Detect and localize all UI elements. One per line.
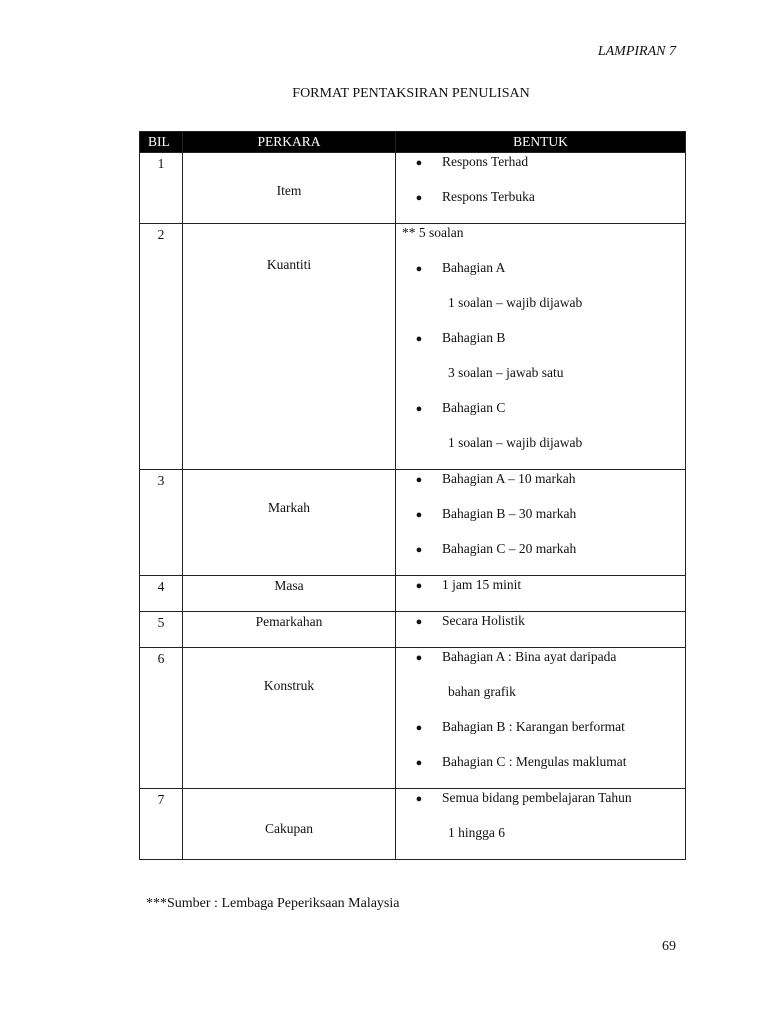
bullet-text: Bahagian A — [442, 260, 506, 275]
cell-bentuk — [396, 224, 686, 470]
quantity-note: ** 5 soalan — [402, 225, 464, 240]
bullet-item — [396, 576, 685, 611]
source-note: ***Sumber : Lembaga Peperiksaan Malaysia — [146, 896, 400, 911]
bullet-icon: ● — [415, 793, 423, 805]
perkara-label: Markah — [268, 500, 310, 515]
bullet-item — [396, 612, 685, 647]
item-detail: 1 hingga 6 — [448, 825, 505, 840]
cell-perkara — [183, 576, 396, 612]
bullet-icon: ● — [415, 616, 423, 628]
bullet-text: Bahagian B – 30 markah — [442, 506, 577, 521]
row-number: 1 — [157, 156, 165, 171]
bullet-text: Bahagian C – 20 markah — [442, 541, 577, 556]
cell-perkara — [183, 648, 396, 789]
perkara-label: Konstruk — [263, 678, 315, 693]
bullet-item — [396, 329, 685, 364]
bullet-icon: ● — [415, 192, 423, 204]
table-row — [140, 224, 686, 470]
bullet-item — [396, 399, 685, 434]
bullet-text: Secara Holistik — [442, 613, 525, 628]
bullet-icon: ● — [415, 333, 423, 345]
perkara-label: Kuantiti — [266, 257, 312, 272]
cell-bil — [140, 224, 183, 470]
item-detail: 1 soalan – wajib dijawab — [448, 295, 583, 310]
bullet-item — [396, 259, 685, 294]
bullet-text: Bahagian C : Mengulas maklumat — [442, 754, 627, 769]
bullet-item — [396, 718, 685, 753]
page-number: 69 — [662, 939, 676, 954]
row-number: 6 — [157, 651, 165, 666]
bullet-text: Bahagian B : Karangan berformat — [442, 719, 625, 734]
bullet-text: Bahagian B — [442, 330, 506, 345]
cell-bil — [140, 576, 183, 612]
table-row — [140, 789, 686, 860]
row-number: 3 — [157, 473, 165, 488]
bullet-item — [396, 505, 685, 540]
row-number: 7 — [157, 792, 165, 807]
table-row — [140, 470, 686, 576]
bullet-item — [396, 153, 685, 188]
bullet-icon: ● — [415, 474, 423, 486]
cell-perkara — [183, 153, 396, 224]
column-header-perkara: PERKARA — [183, 132, 396, 153]
perkara-label: Cakupan — [265, 821, 313, 836]
cell-bil — [140, 470, 183, 576]
bullet-icon: ● — [415, 263, 423, 275]
cell-bil — [140, 648, 183, 789]
bullet-text: Respons Terbuka — [442, 189, 535, 204]
table-body — [140, 153, 686, 860]
bullet-icon: ● — [415, 509, 423, 521]
bullet-text: Bahagian C — [442, 400, 506, 415]
bullet-text: Semua bidang pembelajaran Tahun — [442, 790, 632, 805]
page-title: FORMAT PENTAKSIRAN PENULISAN — [292, 86, 530, 101]
perkara-label: Item — [276, 183, 302, 198]
bullet-icon: ● — [415, 157, 423, 169]
cell-perkara — [183, 470, 396, 576]
cell-bentuk — [396, 789, 686, 860]
column-header-bentuk: BENTUK — [396, 132, 686, 153]
cell-perkara — [183, 789, 396, 860]
cell-bentuk — [396, 153, 686, 224]
bullet-item — [396, 753, 685, 788]
cell-bentuk — [396, 612, 686, 648]
table-row — [140, 576, 686, 612]
bullet-icon: ● — [415, 580, 423, 592]
bullet-item — [396, 540, 685, 575]
bullet-text: Bahagian A : Bina ayat daripada — [442, 649, 617, 664]
cell-bentuk — [396, 470, 686, 576]
cell-perkara — [183, 224, 396, 470]
item-detail: bahan grafik — [448, 684, 516, 699]
table-row — [140, 612, 686, 648]
bullet-text: 1 jam 15 minit — [442, 577, 522, 592]
bullet-item — [396, 648, 685, 683]
bullet-text: Bahagian A – 10 markah — [442, 471, 576, 486]
perkara-label: Pemarkahan — [255, 614, 323, 629]
bullet-item — [396, 470, 685, 505]
item-detail: 3 soalan – jawab satu — [448, 365, 564, 380]
assessment-format-table — [139, 131, 686, 860]
cell-bil — [140, 153, 183, 224]
cell-bil — [140, 612, 183, 648]
item-detail: 1 soalan – wajib dijawab — [448, 435, 583, 450]
bullet-icon: ● — [415, 403, 423, 415]
bullet-item — [396, 789, 685, 824]
row-number: 2 — [157, 227, 165, 242]
cell-bil — [140, 789, 183, 860]
cell-bentuk — [396, 576, 686, 612]
bullet-icon: ● — [415, 544, 423, 556]
table-header-row — [140, 132, 686, 153]
bullet-item — [396, 188, 685, 223]
column-header-bil: BIL — [140, 132, 183, 153]
row-number: 4 — [157, 579, 165, 594]
row-number: 5 — [157, 615, 165, 630]
cell-bentuk — [396, 648, 686, 789]
table-row — [140, 153, 686, 224]
perkara-label: Masa — [274, 578, 304, 593]
appendix-label: LAMPIRAN 7 — [597, 44, 676, 59]
bullet-icon: ● — [415, 652, 423, 664]
table-row — [140, 648, 686, 789]
bullet-icon: ● — [415, 757, 423, 769]
cell-perkara — [183, 612, 396, 648]
bullet-text: Respons Terhad — [442, 154, 529, 169]
bullet-icon: ● — [415, 722, 423, 734]
